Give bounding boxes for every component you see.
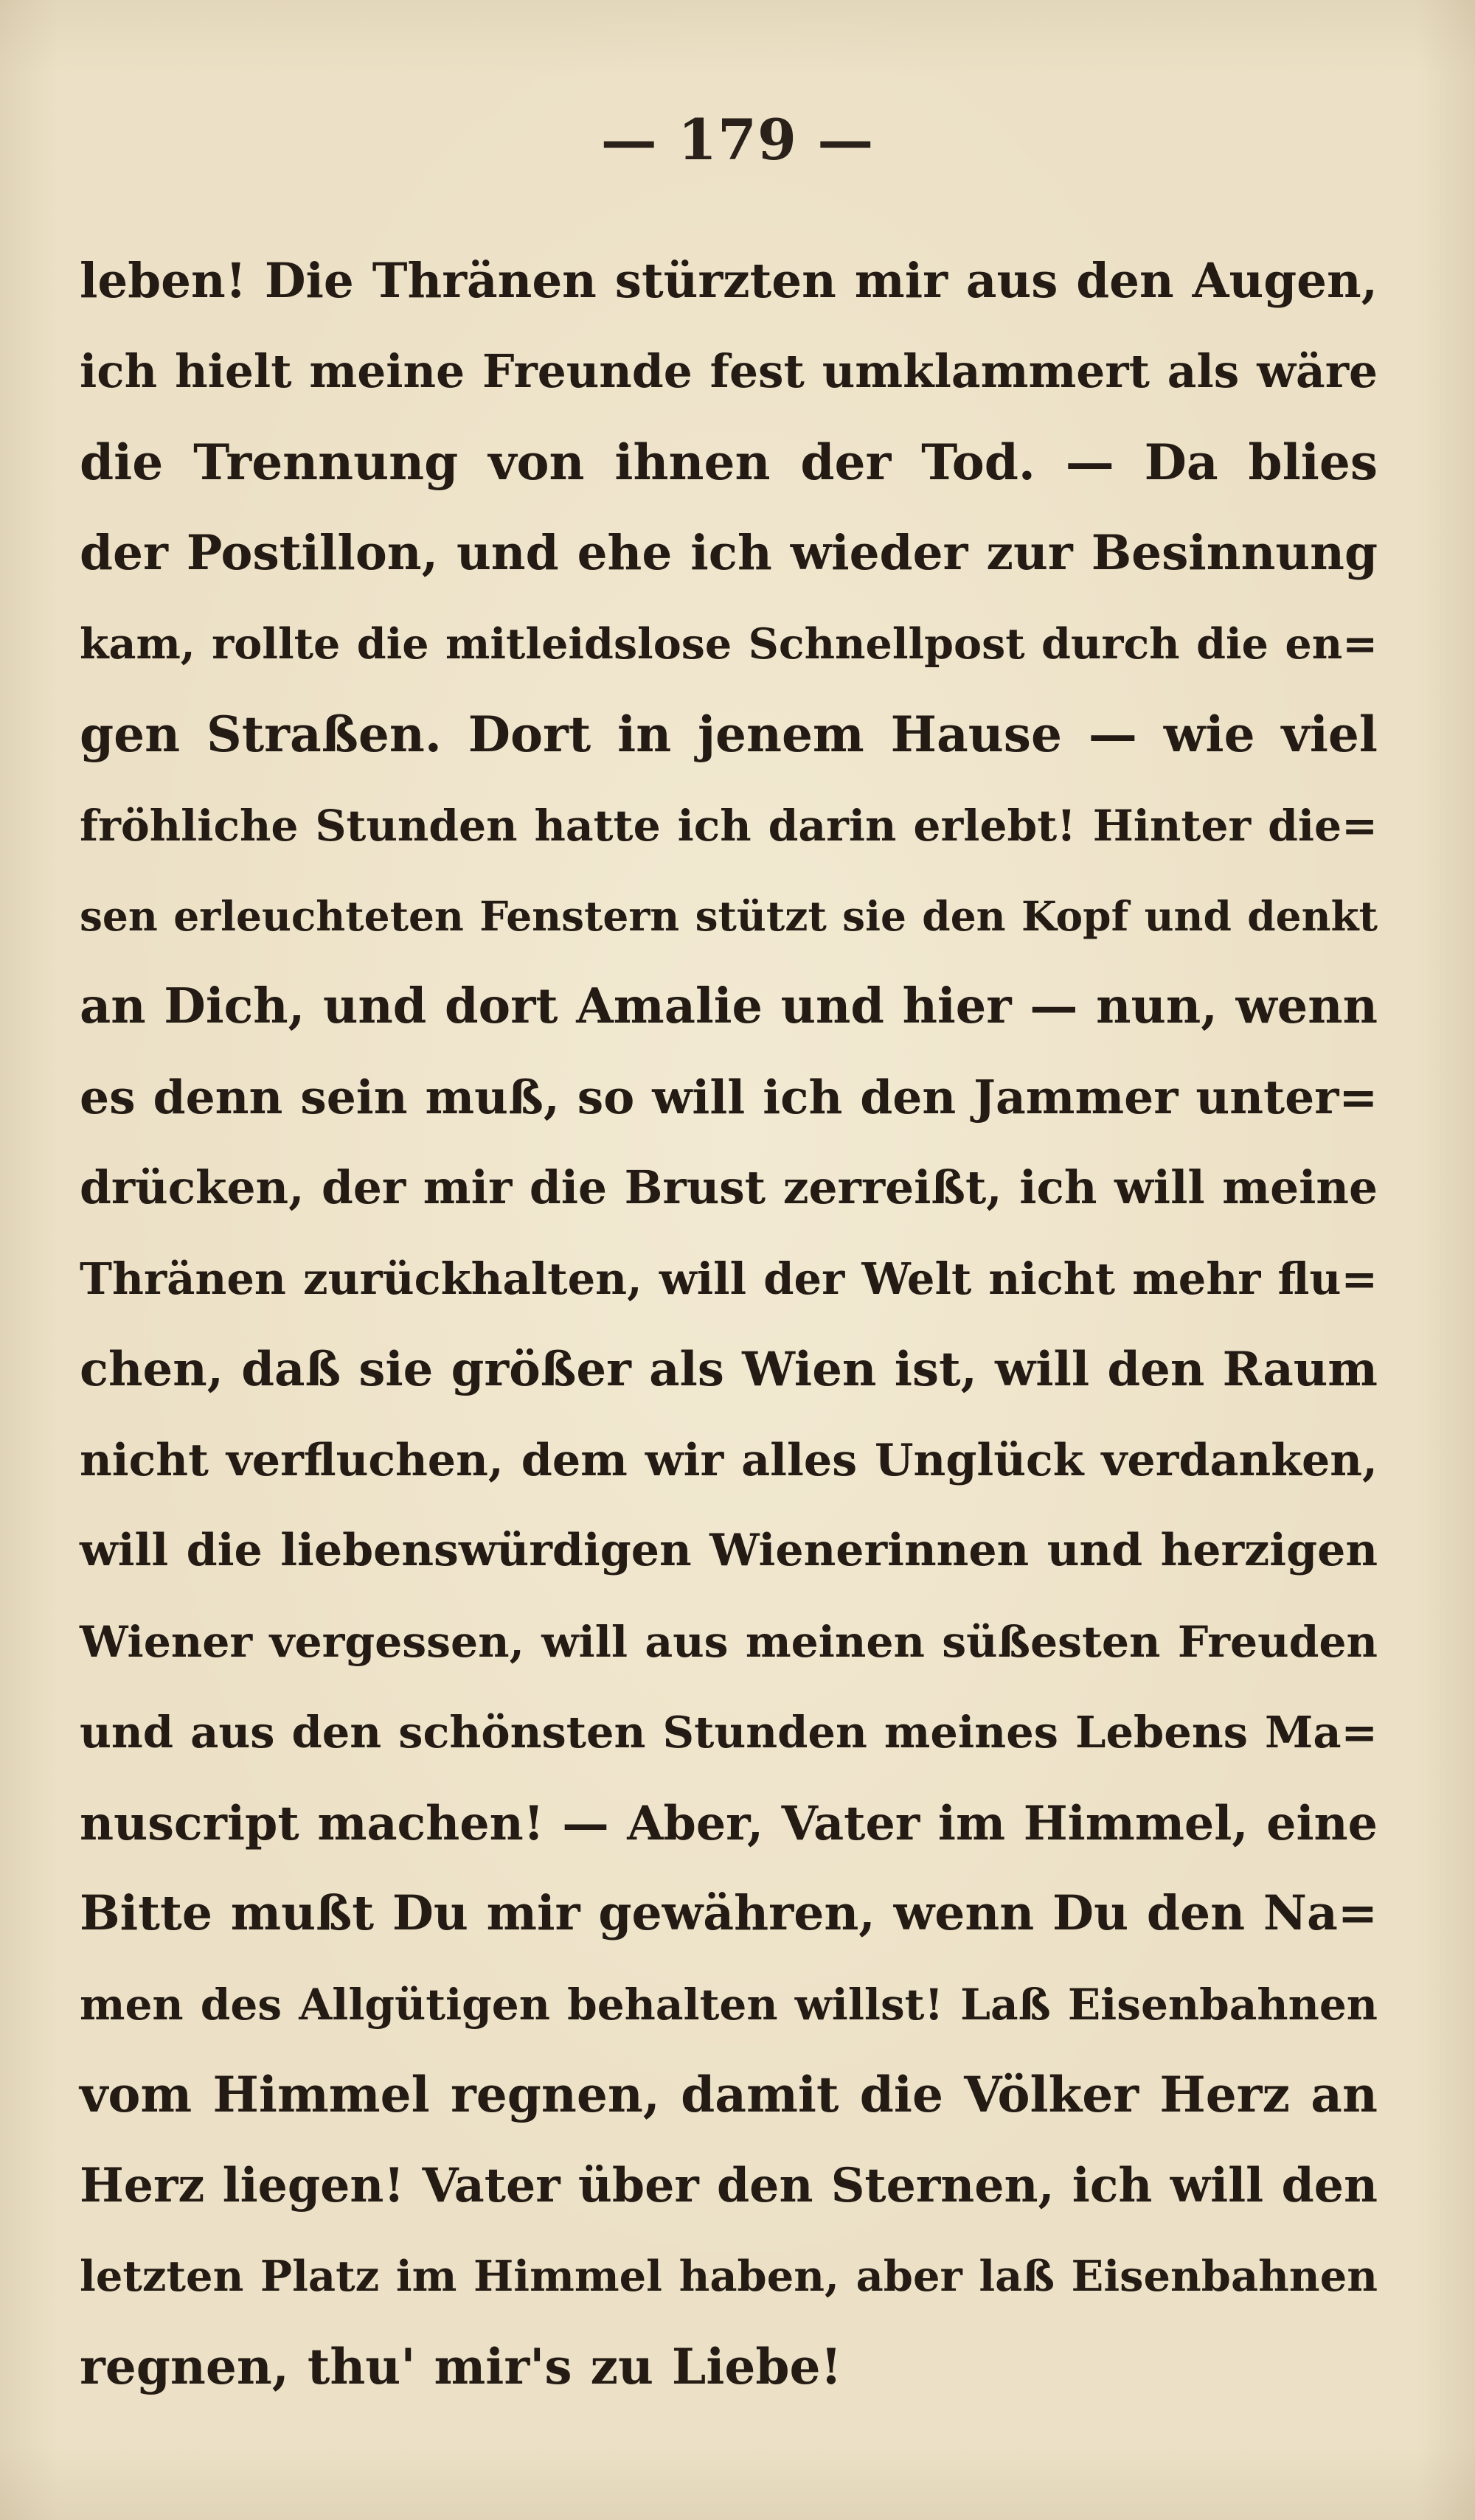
text-line: chen, daß sie größer als Wien ist, will den Raum xyxy=(80,1342,1378,1397)
text-line: kam, rollte die mitleidslose Schnellpost durch die en= xyxy=(80,619,1378,669)
text-line: Wiener vergessen, will aus meinen süßesten Freuden xyxy=(80,1616,1378,1667)
text-line: Thränen zurückhalten, will der Welt nicht mehr flu= xyxy=(80,1253,1378,1304)
text-line: leben! Die Thränen stürzten mir aus den Augen, xyxy=(80,254,1378,309)
text-line: men des Allgütigen behalten willst! Laß Eisenbahnen xyxy=(80,1979,1378,2030)
text-line: nuscript machen! — Aber, Vater im Himmel, eine xyxy=(80,1795,1378,1851)
text-line: ich hielt meine Freunde fest umklammert als wäre xyxy=(80,345,1378,398)
text-line: regnen, thu' mir's zu Liebe! xyxy=(80,2338,842,2395)
text-line: letzten Platz im Himmel haben, aber laß Eisenbahnen xyxy=(80,2251,1378,2301)
text-line: vom Himmel regnen, damit die Völker Herz an xyxy=(80,2066,1378,2123)
text-line: Bitte mußt Du mir gewähren, wenn Du den Na= xyxy=(80,1885,1378,1941)
text-line: Herz liegen! Vater über den Sternen, ich will den xyxy=(80,2158,1378,2213)
text-line: die Trennung von ihnen der Tod. — Da blies xyxy=(80,434,1378,491)
text-line: drücken, der mir die Brust zerreißt, ich will meine xyxy=(80,1161,1378,1214)
page-number: — 179 — xyxy=(600,107,875,173)
text-line: an Dich, und dort Amalie und hier — nun, wenn xyxy=(80,978,1378,1034)
text-line: der Postillon, und ehe ich wieder zur Besinnung xyxy=(80,526,1378,581)
body-text xyxy=(80,236,1378,2412)
text-line: gen Straßen. Dort in jenem Hause — wie viel xyxy=(80,706,1378,763)
text-line: nicht verfluchen, dem wir alles Unglück verdanken, xyxy=(80,1434,1378,1486)
text-line: fröhliche Stunden hatte ich darin erlebt! Hinter die= xyxy=(80,800,1378,851)
text-line: es denn sein muß, so will ich den Jammer unter= xyxy=(80,1070,1378,1124)
text-line: sen erleuchteten Fenstern stützt sie den Kopf und denkt xyxy=(80,892,1378,940)
text-line: und aus den schönsten Stunden meines Lebens Ma= xyxy=(80,1707,1378,1758)
text-line: will die liebenswürdigen Wienerinnen und herzigen xyxy=(80,1525,1378,1576)
